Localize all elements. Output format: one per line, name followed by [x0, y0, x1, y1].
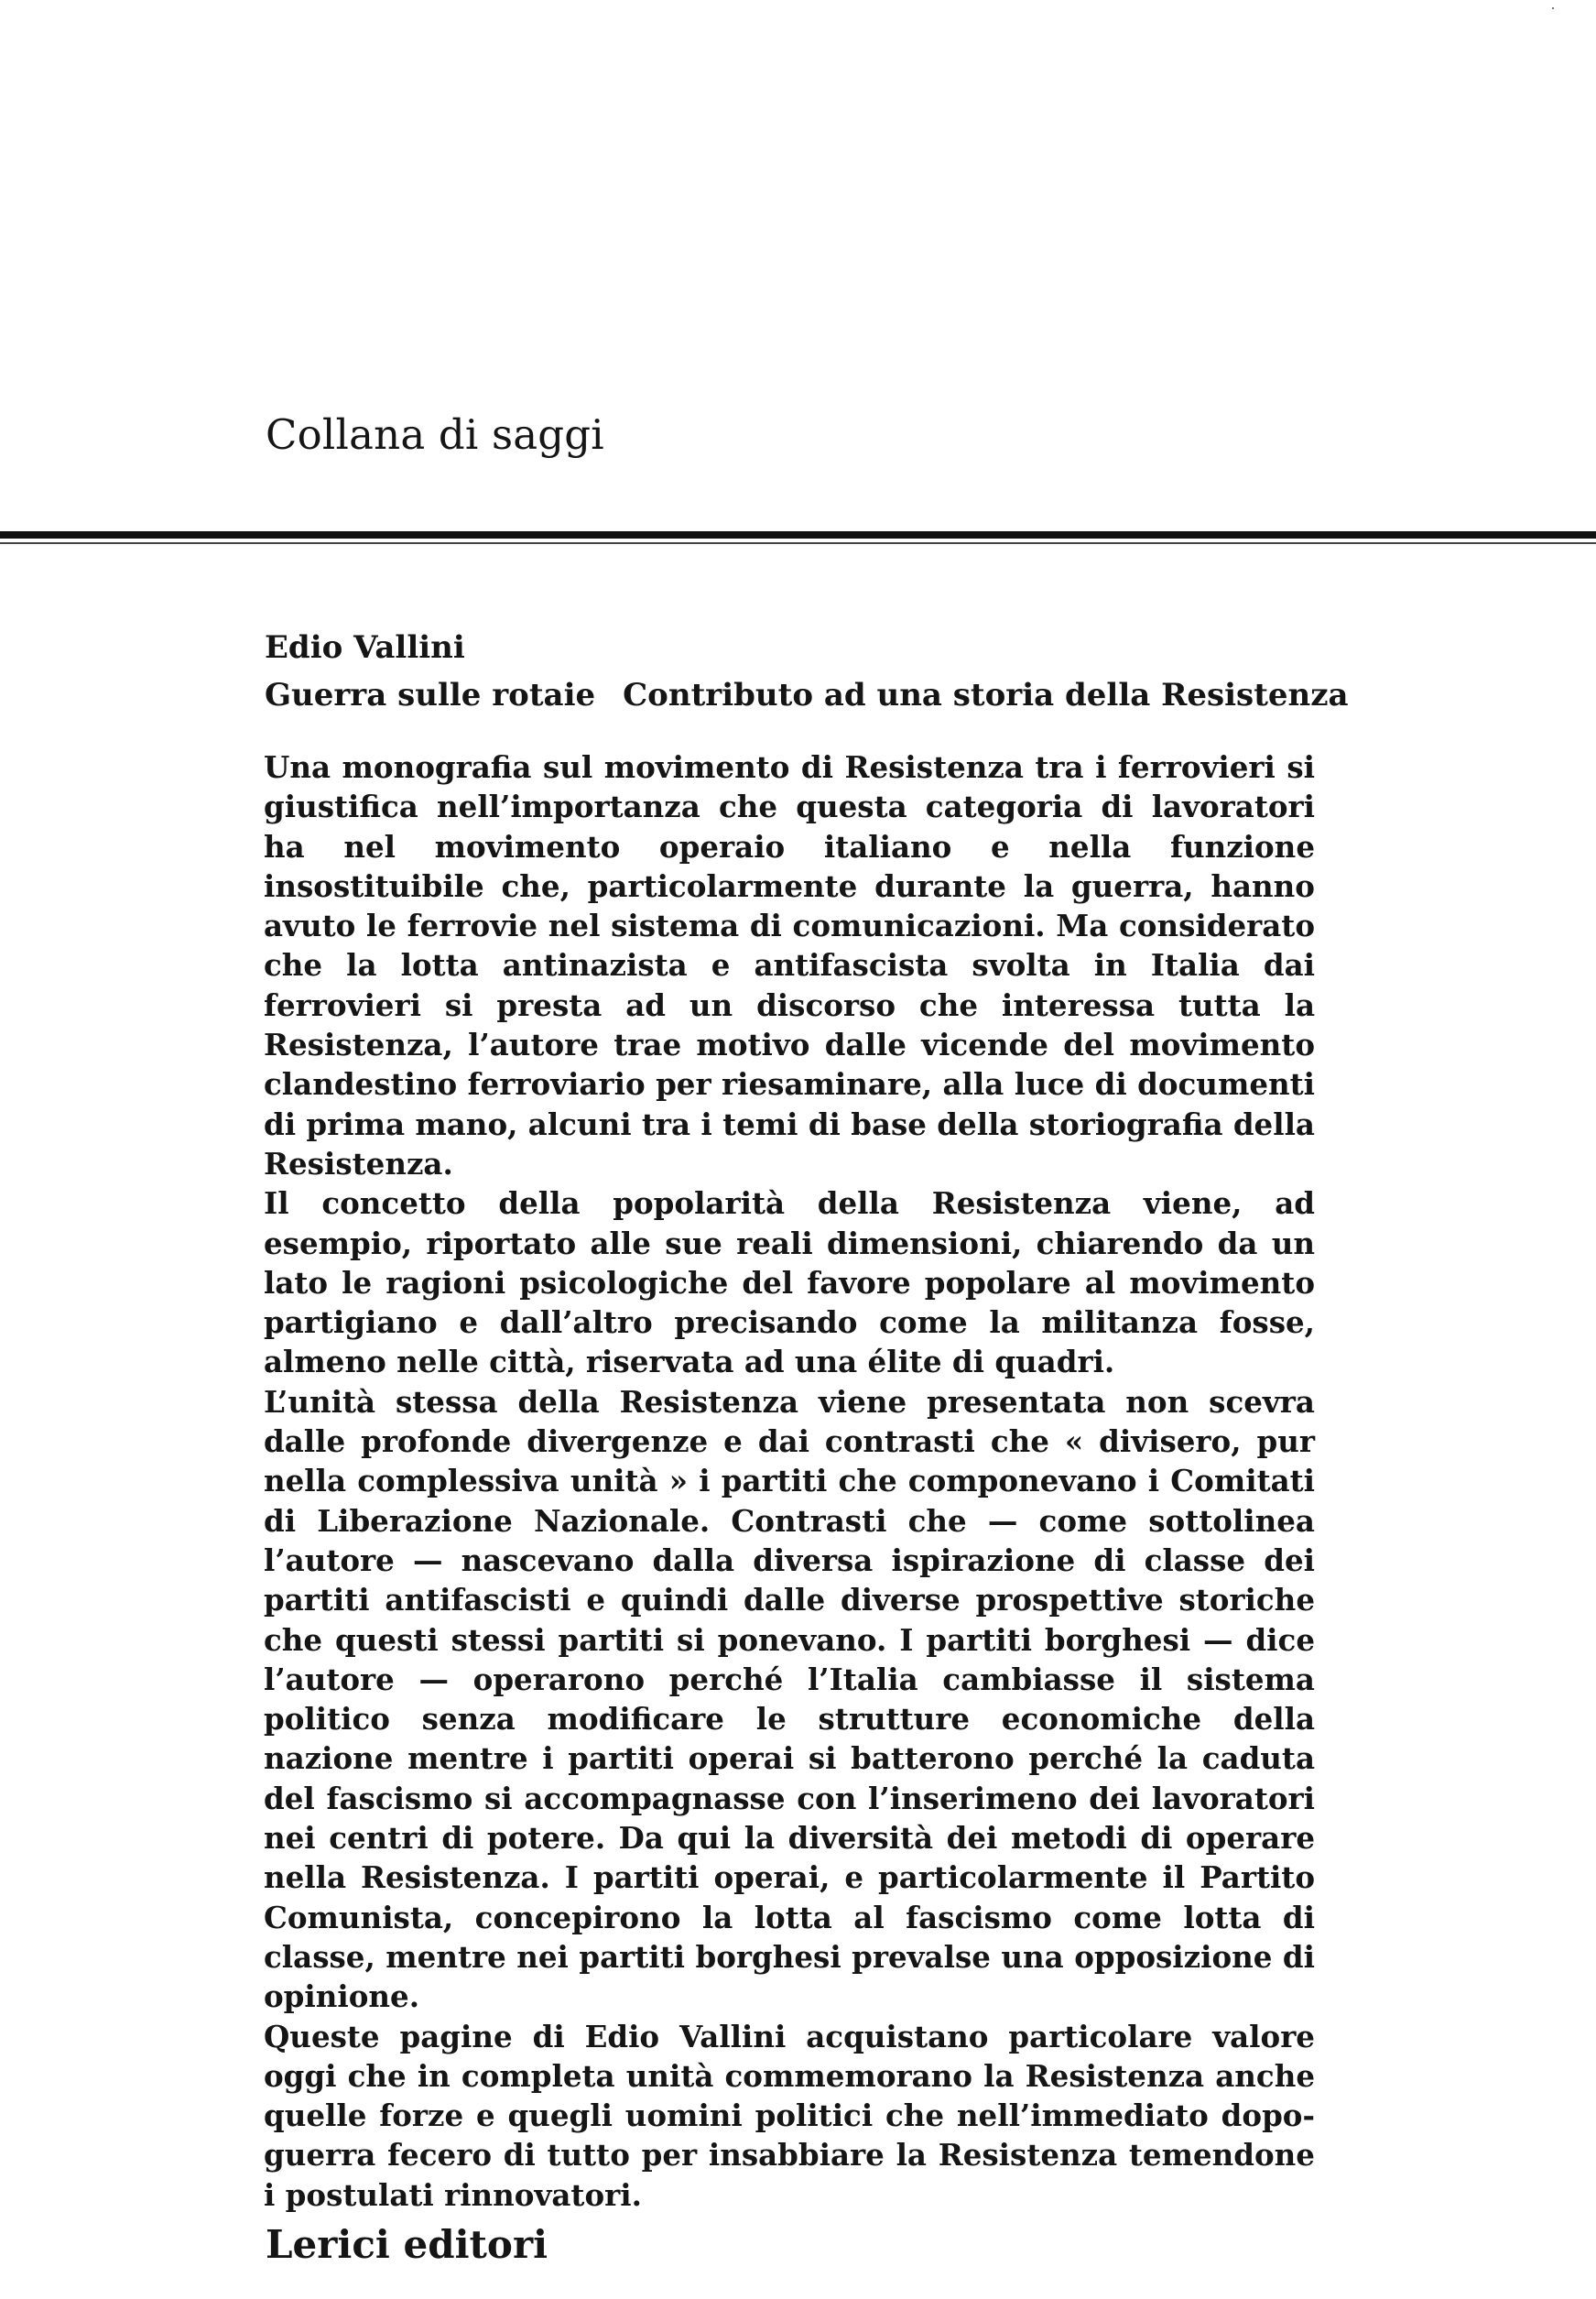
divider-rule-thin — [0, 542, 1596, 544]
blurb-text — [264, 747, 1315, 2215]
book-subtitle: Contributo ad una storia della Resistenza — [623, 677, 1349, 714]
blurb-paragraph: Queste pagine di Edio Vallini acquistano particolare valore oggi che in completa unità commemorano la Resistenza anche quelle forze e quegli uomini politici che nell’immediato dopoguerra fecero di tutto per insabbiare la Resistenza temendone i postulati rinnovatori. — [264, 2018, 1315, 2213]
publisher-name: Lerici editori — [266, 2222, 548, 2267]
blurb-paragraph: Una monografia sul movimento di Resistenza tra i ferrovieri si giustifica nell’importanza che questa categoria di lavoratori ha nel movimento operaio italiano e nella funzione insostituibile che, particolarmente durante la guerra, hanno avuto le ferrovie nel sistema di comunicazioni. Ma considerato che la lotta antinazista e antifascista svolta in Italia dai ferrovieri si presta ad un discorso che interessa tutta la Resistenza, l’autore trae motivo dalle vicende del movimento clandestino ferroviario per riesaminare, alla luce di documenti di prima mano, alcuni tra i temi di base della storiografia della Resistenza. — [264, 749, 1315, 1182]
book-author: Edio Vallini — [265, 629, 465, 666]
scan-speck — [1552, 7, 1554, 9]
series-title: Collana di saggi — [266, 410, 604, 459]
book-title: Guerra sulle rotaie — [265, 677, 596, 714]
blurb-paragraph: Il concetto della popolarità della Resistenza viene, ad esempio, riportato alle sue reali dimensioni, chiarendo da un lato le ragioni psicologiche del favore popolare al movimento partigiano e dall’altro precisando come la militanza fosse, almeno nelle città, riservata ad una élite di quadri. — [264, 1185, 1315, 1380]
divider-rule — [0, 531, 1596, 539]
blurb-paragraph: L’unità stessa della Resistenza viene presentata non scevra dalle profonde divergenze e dai contrasti che « divisero, pur nella complessiva unità » i partiti che componevano i Comitati di Liberazione Nazionale. Contrasti che — come sottolinea l’autore — nascevano dalla diversa ispirazione di classe dei partiti antifascisti e quindi dalle diverse prospettive storiche che questi stessi partiti si ponevano. I partiti borghesi — dice l’autore — operarono perché l’Italia cambiasse il sistema politico senza modificare le strutture economiche della nazione mentre i partiti operai si batterono perché la caduta del fascismo si accompagnasse con l’inserimeno dei lavoratori nei centri di potere. Da qui la diversità dei metodi di operare nella Resistenza. I partiti operai, e particolarmente il Partito Comunista, concepirono la lotta al fascismo come lotta di classe, mentre nei partiti borghesi prevalse una opposizione di opinione. — [264, 1383, 1315, 2015]
book-title-line — [265, 677, 1349, 714]
